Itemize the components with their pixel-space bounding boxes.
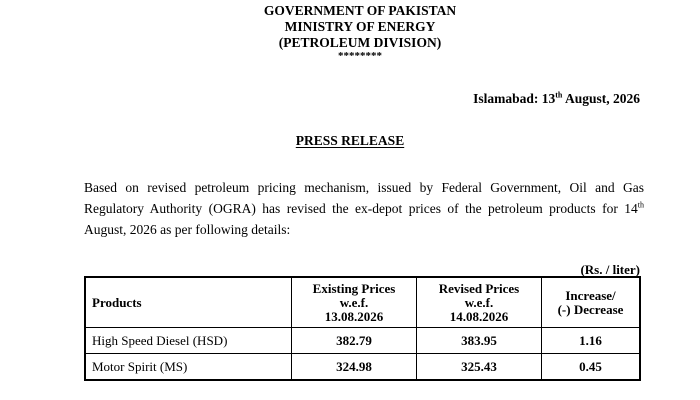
- letterhead-government: GOVERNMENT OF PAKISTAN: [263, 3, 457, 18]
- header-products: Products: [85, 277, 292, 328]
- letterhead-stars: ********: [338, 50, 382, 62]
- press-release-title-wrap: [0, 132, 700, 150]
- row-existing-price: 324.98: [292, 354, 417, 381]
- table-header-row: [85, 277, 640, 328]
- header-revised-line1: Revised Prices: [438, 280, 520, 296]
- header-existing-line3: 13.08.2026: [324, 308, 384, 324]
- row-existing-price: 382.79: [292, 328, 417, 354]
- row-revised-price: 383.95: [417, 328, 542, 354]
- header-revised-line2: w.e.f.: [464, 294, 494, 310]
- table-row: [85, 328, 640, 354]
- body-sup: th: [637, 200, 644, 210]
- letterhead-division: (PETROLEUM DIVISION): [278, 35, 442, 50]
- row-change: 1.16: [542, 328, 641, 354]
- header-revised-line3: 14.08.2026: [449, 308, 509, 324]
- dateline-sup: th: [555, 90, 563, 100]
- row-product: Motor Spirit (MS): [85, 354, 292, 381]
- table-row: [85, 354, 640, 381]
- header-revised: [417, 277, 542, 328]
- row-product: High Speed Diesel (HSD): [85, 328, 292, 354]
- row-revised-price: 325.43: [417, 354, 542, 381]
- dateline: [473, 91, 640, 107]
- body-text-1: Based on revised petroleum pricing mechanism, issued by Federal Government, Oil and Gas Regulatory Authority (OGRA) has revised the ex-depot prices of the petroleum products for 14: [84, 180, 644, 216]
- header-change-line2: (-) Decrease: [557, 301, 624, 317]
- press-release-title: PRESS RELEASE: [295, 133, 405, 148]
- letterhead-ministry: MINISTRY OF ENERGY: [284, 19, 436, 34]
- dateline-prefix: Islamabad: 13: [473, 91, 556, 106]
- header-change-line1: Increase/: [565, 287, 616, 303]
- header-existing-line1: Existing Prices: [312, 280, 396, 296]
- body-text-2: August, 2026 as per following details:: [84, 222, 291, 237]
- letterhead: [180, 3, 540, 61]
- header-change: [542, 277, 641, 328]
- dateline-suffix: August, 2026: [562, 91, 640, 106]
- body-paragraph: [84, 177, 644, 240]
- header-existing-line2: w.e.f.: [339, 294, 369, 310]
- price-table: [84, 276, 641, 381]
- unit-label: (Rs. / liter): [580, 262, 640, 277]
- header-existing: [292, 277, 417, 328]
- row-change: 0.45: [542, 354, 641, 381]
